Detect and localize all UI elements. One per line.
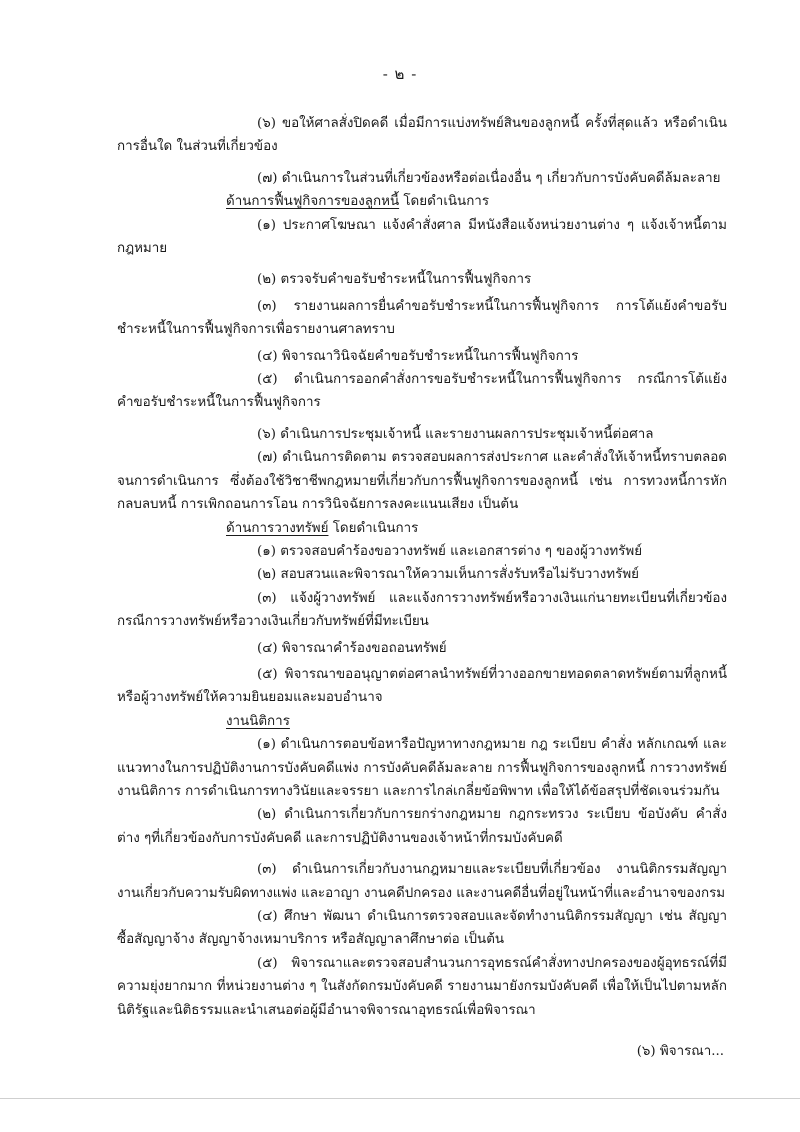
section-heading (117, 190, 727, 213)
paragraph: (๒) สอบสวนและพิจารณาให้ความเห็นการสั่งรับหรือไม่รับวางทรัพย์ (257, 567, 639, 583)
section-heading-underlined: ด้านการวางทรัพย์ (226, 520, 329, 536)
paragraph: (๑) ตรวจสอบคำร้องขอวางทรัพย์ และเอกสารต่าง ๆ ของผู้วางทรัพย์ (257, 543, 643, 559)
paragraph: (๕) ดำเนินการออกคำสั่งการขอรับชำระหนี้ในการฟื้นฟูกิจการ กรณีการโต้แย้งคำขอรับชำระหนี้ในการฟื้นฟูกิจการ (117, 372, 727, 411)
paragraph: (๒) ดำเนินการเกี่ยวกับการยกร่างกฎหมาย กฎกระทรวง ระเบียบ ข้อบังคับ คำสั่งต่าง ๆที่เกี่ยวข้องกับการบังคับคดี และการปฏิบัติงานของเจ้าหน้าที่กรมบังคับคดี (117, 807, 727, 846)
section-heading-underlined: ด้านการฟื้นฟูกิจการของลูกหนี้ (226, 194, 400, 210)
page-edge-divider (0, 1098, 800, 1099)
paragraph: (๖) ดำเนินการประชุมเจ้าหนี้ และรายงานผลการประชุมเจ้าหนี้ต่อศาล (257, 426, 654, 442)
paragraph: (๗) ดำเนินการติดตาม ตรวจสอบผลการส่งประกาศ และคำสั่งให้เจ้าหนี้ทราบตลอดจนการดำเนินการ ซึ่งต้องใช้วิชาชีพกฎหมายที่เกี่ยวกับการฟื้นฟูกิจการของลูกหนี้ เช่น การทวงหนี้การหักกลบลบหนี้ การเพิกถอนการโอน การวินิจฉัยการลงคะแนนเสียง เป็นต้น (117, 450, 727, 513)
paragraph: (๓) ดำเนินการเกี่ยวกับงานกฎหมายและระเบียบที่เกี่ยวข้อง งานนิติกรรมสัญญางานเกี่ยวกับความรับผิดทางแพ่ง และอาญา งานคดีปกครอง และงานคดีอื่นที่อยู่ในหน้าที่และอำนาจของกรม (117, 862, 727, 901)
paragraph: (๒) ตรวจรับคำขอรับชำระหนี้ในการฟื้นฟูกิจการ (257, 272, 532, 288)
section-heading-rest: โดยดำเนินการ (328, 520, 419, 536)
paragraph: (๕) พิจารณาและตรวจสอบสำนวนการอุทธรณ์คำสั่งทางปกครองของผู้อุทธรณ์ที่มีความยุ่งยากมาก ที่หน่วยงานต่าง ๆ ในสังกัดกรมบังคับคดี รายงานมายังกรมบังคับคดี เพื่อให้เป็นไปตามหลักนิติรัฐและนิติธรรมและนำเสนอต่อผู้มีอำนาจพิจารณาอุทธรณ์เพื่อพิจารณา (117, 955, 727, 1018)
paragraph: (๓) แจ้งผู้วางทรัพย์ และแจ้งการวางทรัพย์หรือวางเงินแก่นายทะเบียนที่เกี่ยวข้อง กรณีการวางทรัพย์หรือวางเงินเกี่ยวกับทรัพย์ที่มีทะเบียน (117, 590, 727, 630)
section-heading-rest: โดยดำเนินการ (399, 194, 490, 210)
paragraph: (๗) ดำเนินการในส่วนที่เกี่ยวข้องหรือต่อเนื่องอื่น ๆ เกี่ยวกับการบังคับคดีล้มละลาย (257, 170, 721, 186)
document-body (117, 112, 727, 1022)
section-heading-underlined: งานนิติการ (226, 713, 290, 729)
paragraph: (๖) ขอให้ศาลสั่งปิดคดี เมื่อมีการแบ่งทรัพย์สินของลูกหนี้ ครั้งที่สุดแล้ว หรือดำเนินการอื่นใด ในส่วนที่เกี่ยวข้อง (117, 116, 727, 155)
paragraph: (๕) พิจารณาขออนุญาตต่อศาลนำทรัพย์ที่วางออกขายทอดตลาดทรัพย์ตามที่ลูกหนี้หรือผู้วางทรัพย์ให้ความยินยอมและมอบอำนาจ (117, 666, 727, 706)
section-heading (117, 517, 727, 540)
paragraph: (๔) พิจารณาคำร้องขอถอนทรัพย์ (257, 640, 447, 656)
section-heading (117, 710, 727, 733)
paragraph: (๓) รายงานผลการยื่นคำขอรับชำระหนี้ในการฟื้นฟูกิจการ การโต้แย้งคำขอรับชำระหนี้ในการฟื้นฟูกิจการเพื่อรายงานศาลทราบ (117, 298, 727, 338)
paragraph: (๑) ประกาศโฆษณา แจ้งคำสั่งศาล มีหนังสือแจ้งหน่วยงานต่าง ๆ แจ้งเจ้าหนี้ตามกฎหมาย (117, 217, 727, 257)
paragraph: (๔) พิจารณาวินิจฉัยคำขอรับชำระหนี้ในการฟื้นฟูกิจการ (257, 348, 579, 364)
continuation-marker: (๖) พิจารณา... (636, 1044, 724, 1059)
paragraph: (๑) ดำเนินการตอบข้อหารือปัญหาทางกฎหมาย กฎ ระเบียบ คำสั่ง หลักเกณฑ์ และแนวทางในการปฏิบัติงานการบังคับคดีแพ่ง การบังคับคดีล้มละลาย การฟื้นฟูกิจการของลูกหนี้ การวางทรัพย์งานนิติการ การดำเนินการทางวินัยและจรรยา และการไกล่เกลี่ยข้อพิพาท เพื่อให้ได้ข้อสรุปที่ชัดเจนร่วมกัน (117, 737, 727, 799)
paragraph: (๔) ศึกษา พัฒนา ดำเนินการตรวจสอบและจัดทำงานนิติกรรมสัญญา เช่น สัญญาซื้อสัญญาจ้าง สัญญาจ้างเหมาบริการ หรือสัญญาลาศึกษาต่อ เป็นต้น (117, 909, 727, 948)
page-number: - ๒ - (382, 65, 418, 83)
